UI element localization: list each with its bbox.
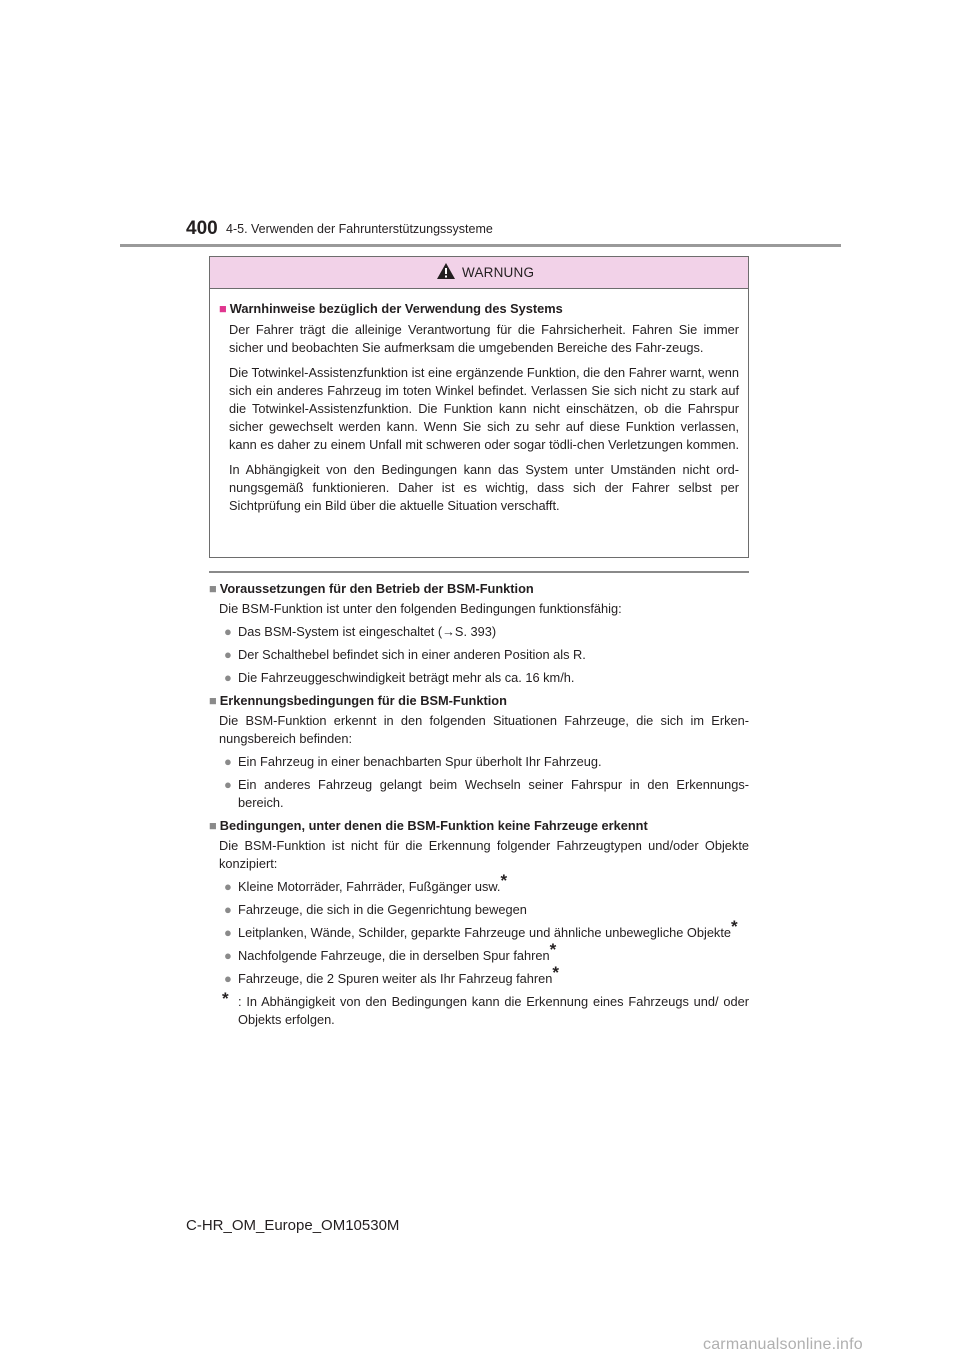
circle-bullet-icon: ● — [224, 879, 232, 894]
section-heading-text: Voraussetzungen für den Betrieb der BSM-Funktion — [219, 581, 534, 596]
circle-bullet-icon: ● — [224, 647, 232, 662]
square-bullet-icon: ■ — [209, 581, 217, 596]
list-item-text: Die Fahrzeuggeschwindigkeit beträgt mehr als ca. 16 km/h. — [238, 670, 575, 685]
square-bullet-icon: ■ — [209, 818, 217, 833]
circle-bullet-icon: ● — [224, 754, 232, 769]
content-divider — [209, 571, 749, 573]
watermark: carmanualsonline.info — [703, 1336, 863, 1353]
footer-document-id: C-HR_OM_Europe_OM10530M — [186, 1217, 400, 1234]
warning-heading-text: Warnhinweise bezüglich der Verwendung des Systems — [229, 301, 563, 316]
warning-header — [210, 257, 748, 289]
section-title: 4-5. Verwenden der Fahrunterstützungssysteme — [226, 222, 493, 236]
circle-bullet-icon: ● — [224, 624, 232, 639]
list-item-text: Das BSM-System ist eingeschaltet (→S. 393) — [238, 624, 497, 639]
list-item-text: Fahrzeuge, die sich in die Gegenrichtung bewegen — [238, 902, 527, 917]
square-bullet-icon: ■ — [219, 301, 227, 316]
footnote-marker: * — [222, 989, 229, 1008]
footnote-marker: * — [552, 963, 560, 982]
section-heading — [209, 580, 749, 598]
circle-bullet-icon: ● — [224, 948, 232, 963]
warning-paragraph: Die Totwinkel-Assistenzfunktion ist eine ergänzende Funktion, die den Fahrer warnt, wenn sich ein anderes Fahrzeug im toten Winkel befindet. Verlassen Sie sich nicht zu stark auf die Totwinkel-Assistenzfunktion. Die Funktion kann nicht einschätzen, ob die Fahrspur sicher gewechselt werden kann. Wenn Sie sich zu sehr auf diese Funktion verlassen, kann es daher zu einem Unfall mit schweren oder sogar tödli-chen Verletzungen kommen. — [229, 365, 740, 452]
warning-paragraph: Der Fahrer trägt die alleinige Verantwortung für die Fahrsicherheit. Fahren Sie immer sicher und beobachten Sie aufmerksam die umgebenden Bereiche des Fahr-zeugs. — [229, 322, 739, 355]
list-item-text: Ein Fahrzeug in einer benachbarten Spur überholt Ihr Fahrzeug. — [238, 754, 602, 769]
list-item — [209, 901, 749, 919]
list-item — [209, 963, 749, 988]
section-intro: Die BSM-Funktion erkennt in den folgenden Situationen Fahrzeuge, die sich im Erken-nungsbereich befinden: — [219, 713, 749, 746]
list-item — [209, 871, 749, 896]
list-item — [209, 623, 749, 641]
footnote-marker: * — [500, 871, 508, 890]
square-bullet-icon: ■ — [209, 693, 217, 708]
list-item — [209, 753, 749, 771]
section-heading-text: Bedingungen, unter denen die BSM-Funktion keine Fahrzeuge erkennt — [219, 818, 648, 833]
warning-paragraph: In Abhängigkeit von den Bedingungen kann das System unter Umständen nicht ord-nungsgemäß funktionieren. Daher ist es wichtig, dass sich der Fahrer selbst per Sichtprüfung ein Bild über die aktuelle Situation verschafft. — [229, 462, 739, 513]
list-item-text: Der Schalthebel befindet sich in einer anderen Position als R. — [238, 647, 586, 662]
warning-triangle-icon — [436, 262, 456, 280]
footnote-marker: * — [549, 940, 557, 959]
circle-bullet-icon: ● — [224, 777, 232, 792]
warning-title: WARNUNG — [462, 265, 535, 280]
list-item-text: Ein anderes Fahrzeug gelangt beim Wechseln seiner Fahrspur in den Erkennungs-bereich. — [238, 777, 749, 810]
list-item — [209, 917, 749, 942]
footnote-text: : In Abhängigkeit von den Bedingungen kann die Erkennung eines Fahrzeugs und/ oder Objekts erfolgen. — [238, 994, 749, 1027]
section-intro: Die BSM-Funktion ist unter den folgenden Bedingungen funktionsfähig: — [219, 601, 622, 616]
list-item — [209, 940, 749, 965]
circle-bullet-icon: ● — [224, 971, 232, 986]
section-heading — [209, 817, 749, 835]
warning-body — [210, 289, 748, 515]
list-item-text: Fahrzeuge, die 2 Spuren weiter als Ihr Fahrzeug fahren — [238, 971, 553, 986]
list-item-text: Nachfolgende Fahrzeuge, die in derselben Spur fahren — [238, 948, 550, 963]
warning-box — [209, 256, 749, 558]
page-number: 400 — [186, 218, 218, 239]
circle-bullet-icon: ● — [224, 925, 232, 940]
list-item-text: Leitplanken, Wände, Schilder, geparkte Fahrzeuge und ähnliche unbewegliche Objekte — [238, 925, 732, 940]
circle-bullet-icon: ● — [224, 902, 232, 917]
footnote-marker: * — [731, 917, 738, 936]
main-content — [209, 580, 749, 1029]
list-item — [209, 776, 749, 812]
list-item-text: Kleine Motorräder, Fahrräder, Fußgänger usw. — [238, 879, 501, 894]
circle-bullet-icon: ● — [224, 670, 232, 685]
footnote — [209, 989, 749, 1029]
list-item — [209, 646, 749, 664]
warning-heading — [219, 300, 739, 318]
header-divider — [120, 244, 841, 247]
section-heading — [209, 692, 749, 710]
section-heading-text: Erkennungsbedingungen für die BSM-Funktion — [219, 693, 507, 708]
section-intro: Die BSM-Funktion ist nicht für die Erkennung folgender Fahrzeugtypen und/oder Objekte konzipiert: — [219, 838, 749, 871]
list-item — [209, 669, 749, 687]
